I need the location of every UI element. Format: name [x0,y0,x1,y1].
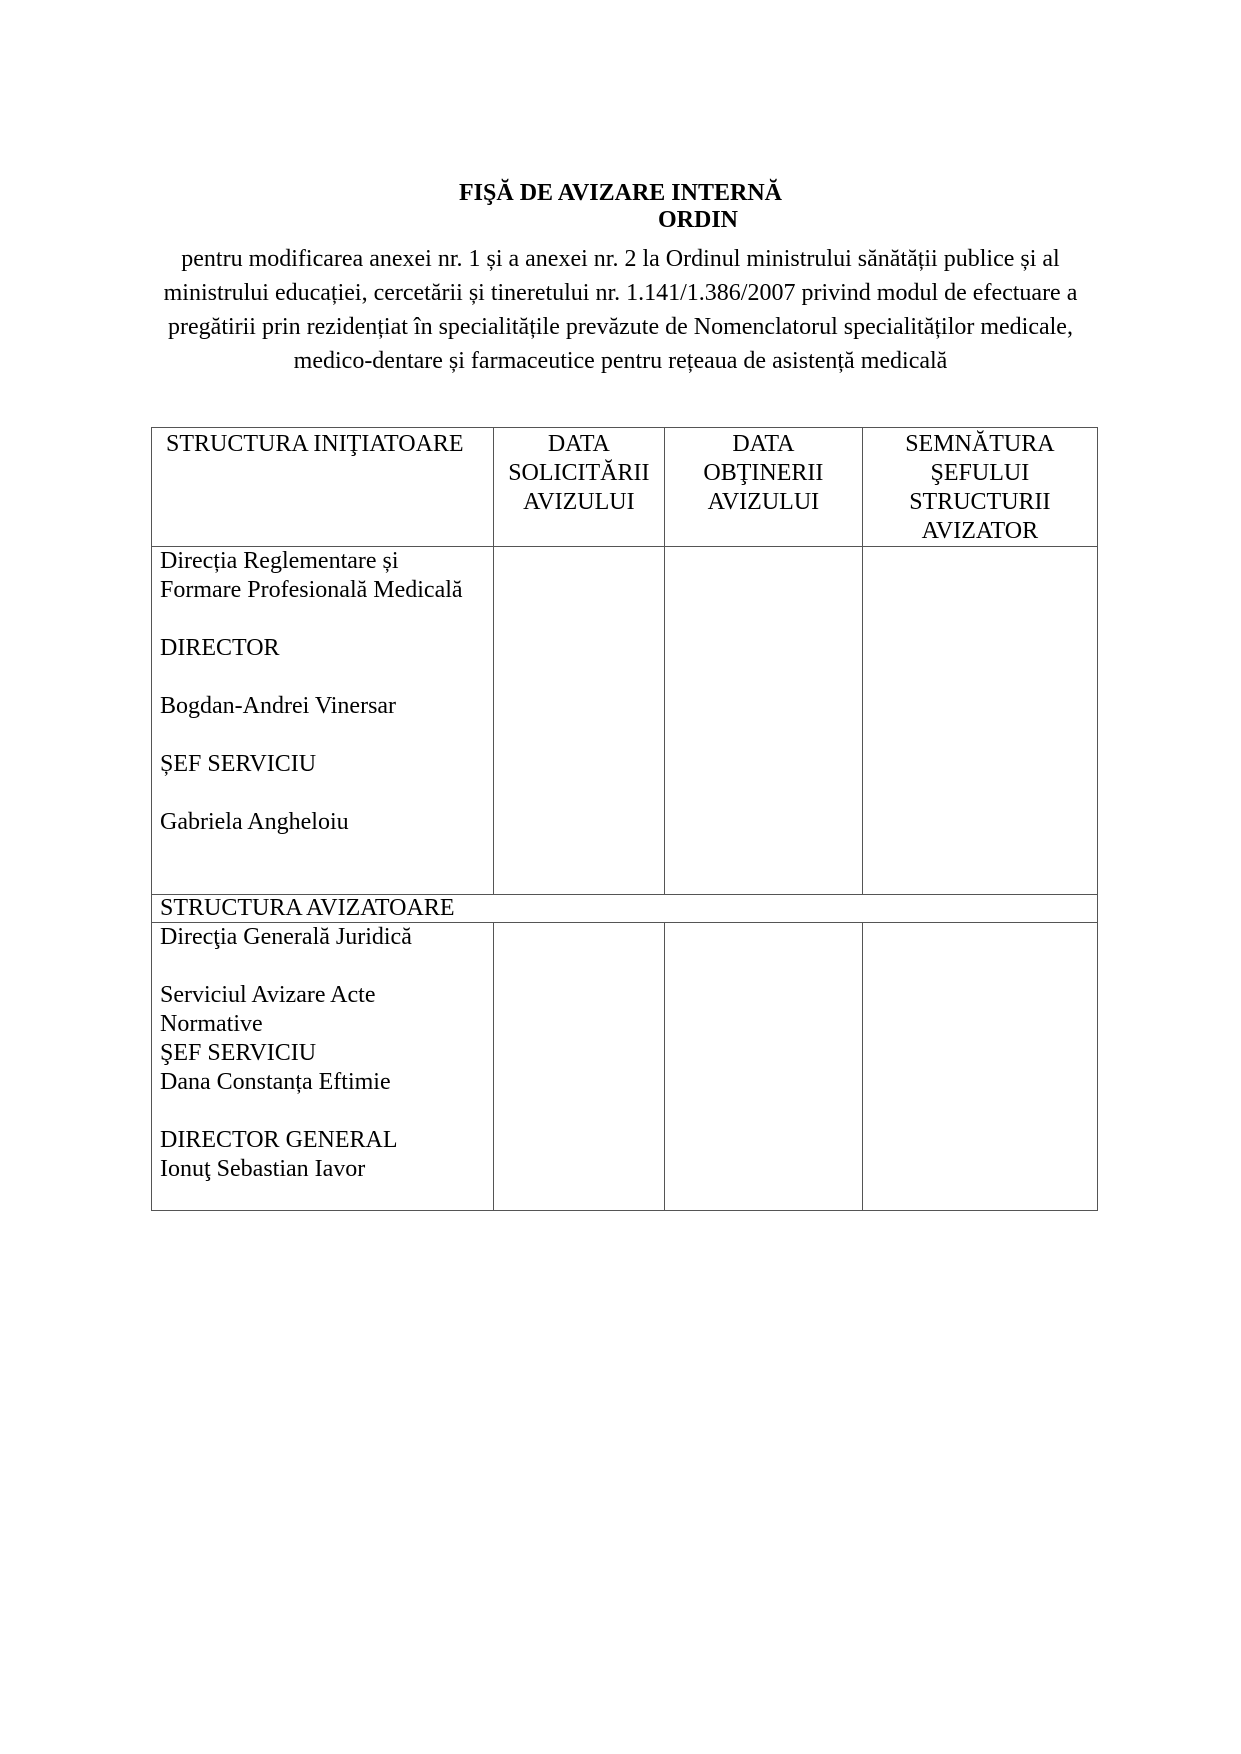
initiator-head-role: ȘEF SERVICIU [160,751,317,777]
table-header-row [152,428,1098,547]
avizatoare-obtain-date-cell[interactable] [665,923,863,1211]
initiator-directorate-line-1: Direcția Reglementare și [160,548,399,574]
initiator-cell [152,547,494,895]
avizatoare-director-name: Ionuţ Sebastian Iavor [160,1156,366,1182]
table-row-initiator [152,547,1098,895]
initiator-request-date-cell[interactable] [493,547,664,895]
avizatoare-head-role: ŞEF SERVICIU [160,1040,317,1066]
initiator-obtain-date-cell[interactable] [665,547,863,895]
avizatoare-signature-cell[interactable] [862,923,1097,1211]
initiator-director-role: DIRECTOR [160,635,280,661]
title-line-2: ORDIN [657,207,738,233]
title-line-1: FIŞĂ DE AVIZARE INTERNĂ [459,180,782,206]
initiator-head-name: Gabriela Angheloiu [160,809,349,835]
header-request-date: DATA SOLICITĂRII AVIZULUI [493,428,664,547]
document-subtitle: pentru modificarea anexei nr. 1 și a anexei nr. 2 la Ordinul ministrului sănătății publice și al ministrului educației, cercetării și tineretului nr. 1.141/1.386/2007 privind modul de efectuare a pregătirii prin rezidențiat în specialitățile prevăzute de Nomenclatorul specialităților medicale, medico-dentare și farmaceutice pentru rețeaua de asistență medicală [163,246,1078,374]
avizatoare-request-date-cell[interactable] [493,923,664,1211]
initiator-directorate-line-2: Formare Profesională Medicală [160,577,463,603]
header-initiating-structure: STRUCTURA INIŢIATOARE [152,428,494,547]
initiator-signature-cell[interactable] [862,547,1097,895]
table-row-avizatoare [152,923,1098,1211]
avizatoare-service-line-1: Serviciul Avizare Acte [160,982,376,1008]
document-title [0,180,1241,234]
avizatoare-director-role: DIRECTOR GENERAL [160,1127,398,1153]
table-row-section [152,895,1098,923]
section-label-avizatoare: STRUCTURA AVIZATOARE [152,895,1098,923]
approval-table [151,427,1098,1211]
header-signature: SEMNĂTURA ŞEFULUI STRUCTURII AVIZATOR [862,428,1097,547]
avizatoare-head-name: Dana Constanța Eftimie [160,1069,391,1095]
avizatoare-service-line-2: Normative [160,1011,263,1037]
avizatoare-directorate: Direcţia Generală Juridică [160,924,412,950]
header-obtain-date: DATA OBŢINERII AVIZULUI [665,428,863,547]
avizatoare-cell [152,923,494,1211]
initiator-director-name: Bogdan-Andrei Vinersar [160,693,397,719]
